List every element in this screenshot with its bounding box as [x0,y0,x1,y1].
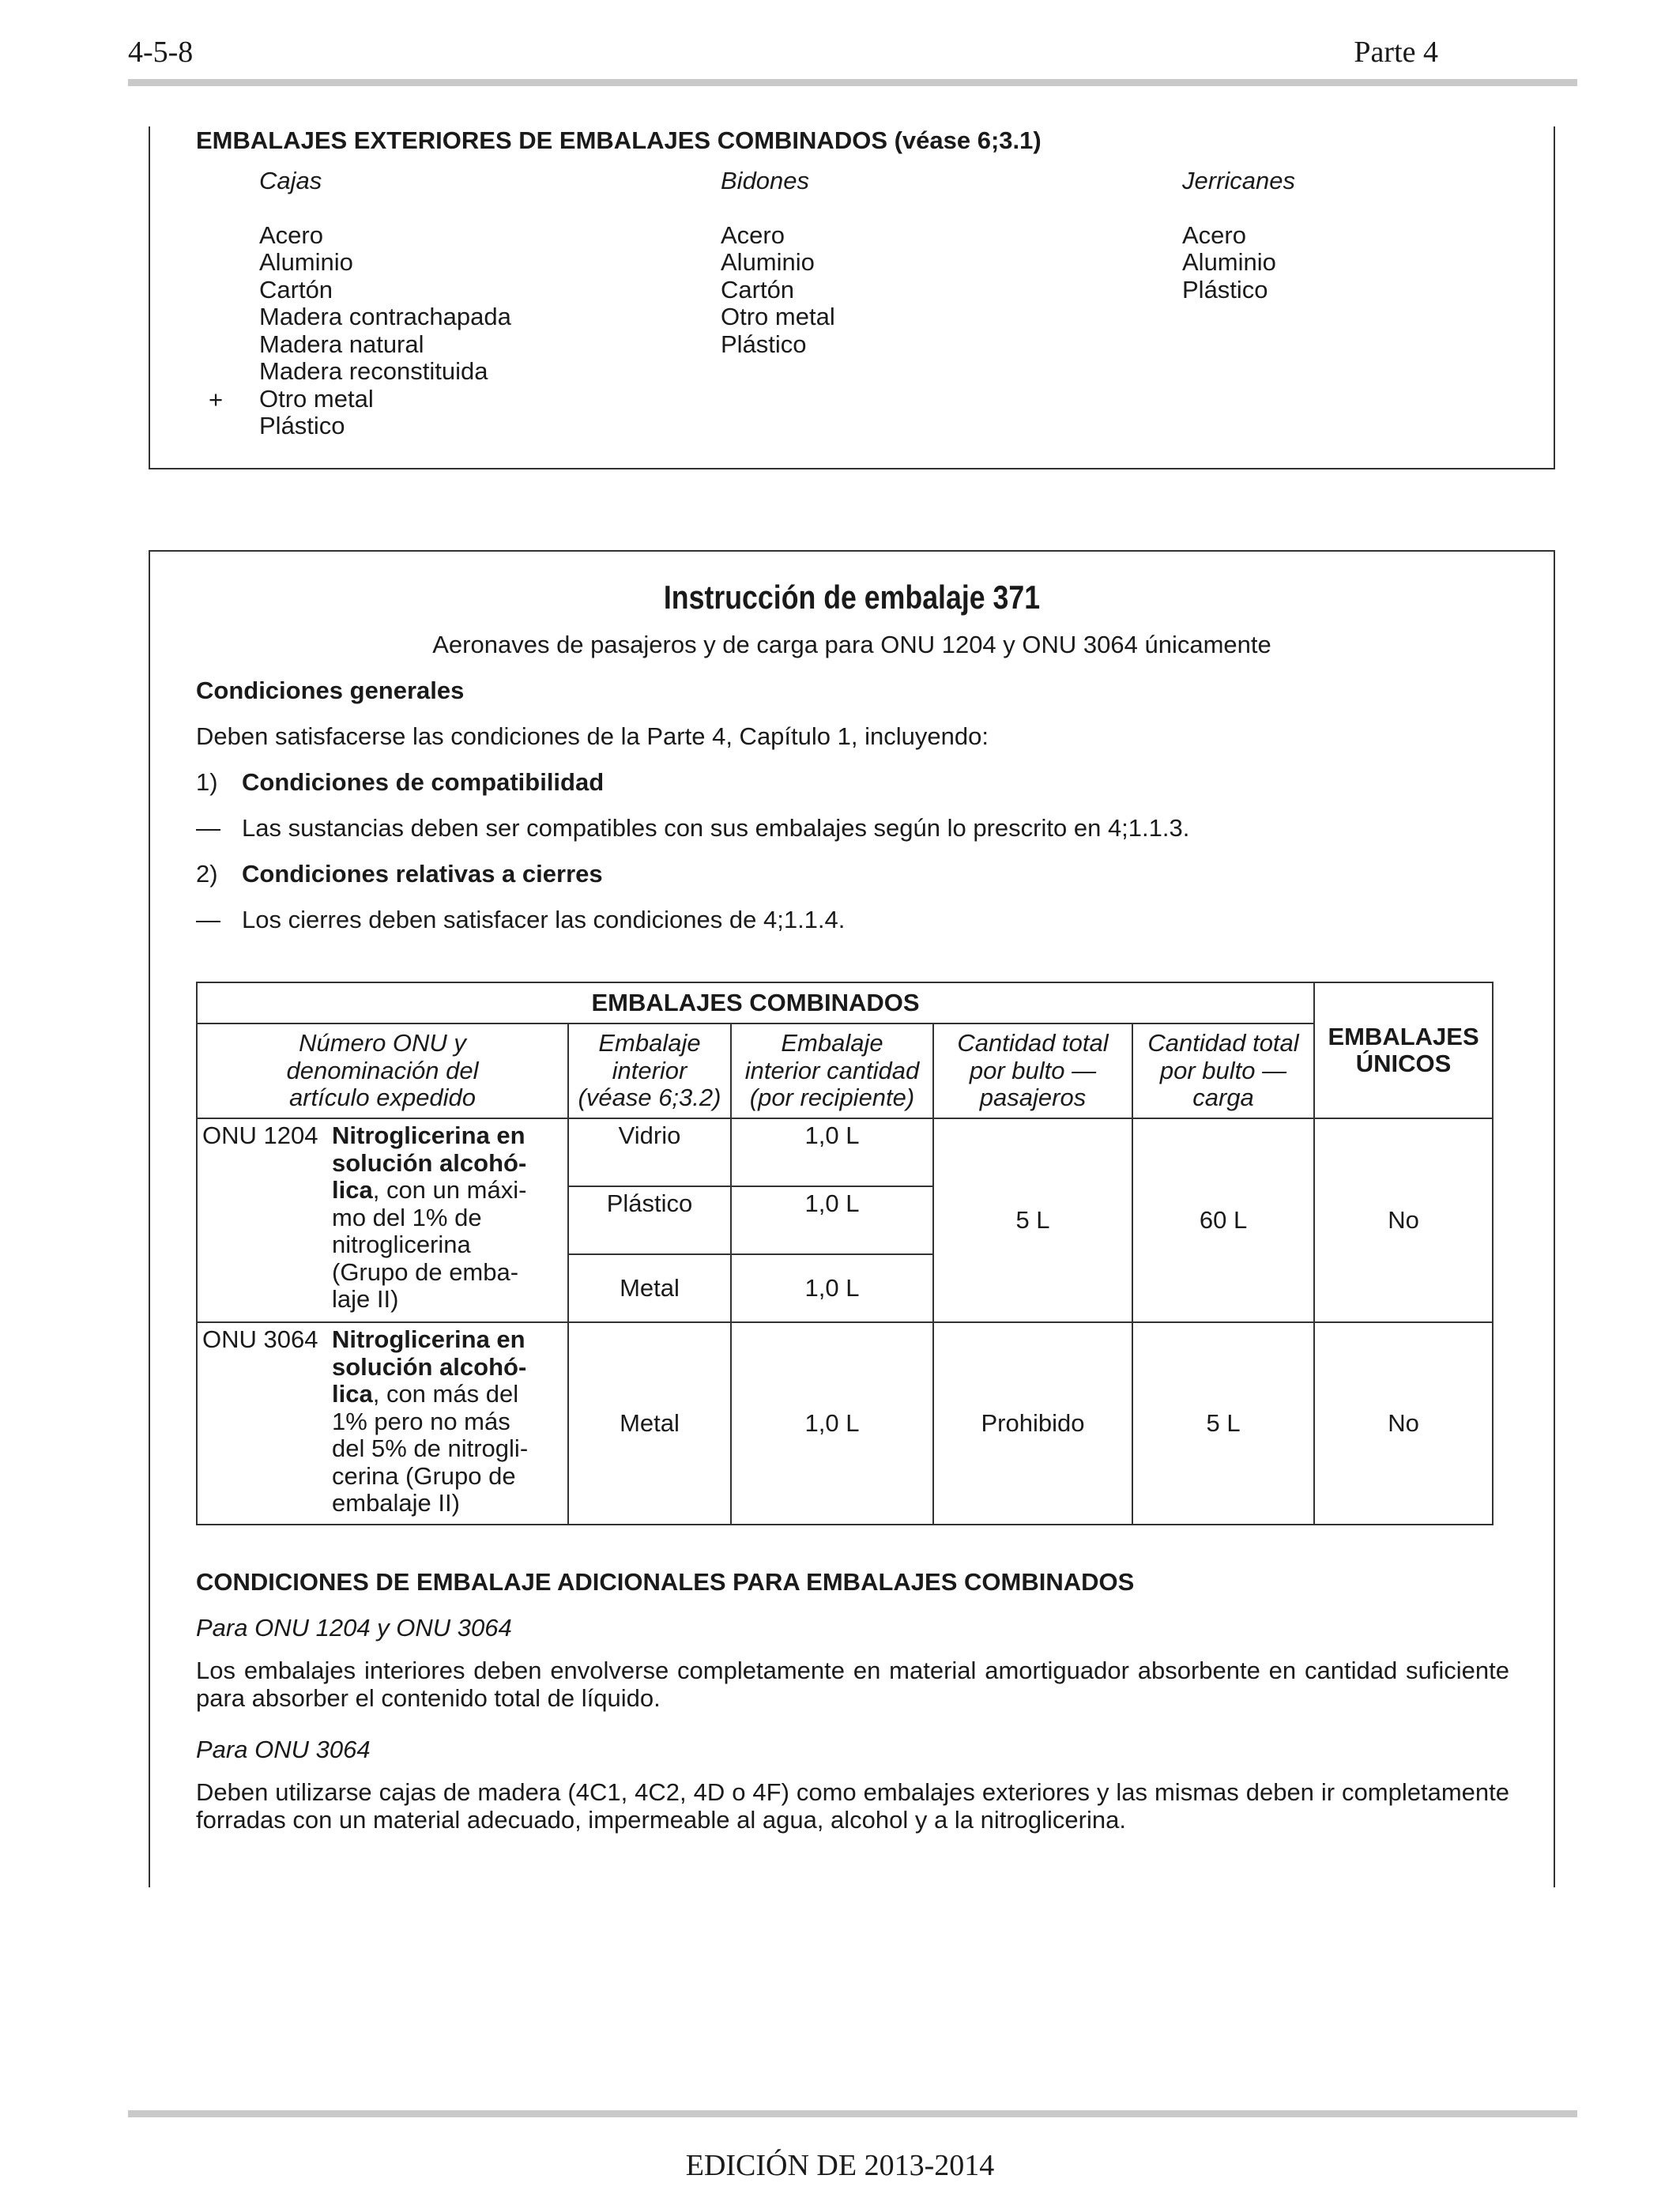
name-bold: Nitroglicerina en [332,1325,525,1353]
header-line: EMBALAJES [1328,1022,1479,1050]
list-item: Otro metal [721,303,835,330]
condition-2 [196,860,603,888]
condition-text: Las sustancias deben ser compatibles con sus embalajes según lo prescrito en 4;1.1.3. [242,814,1190,842]
condition-2-text [196,906,845,934]
single-packaging: No [1314,1118,1493,1322]
condition-number: 1) [196,768,218,796]
column-header-un-number [197,1023,568,1118]
condition-title: Condiciones de compatibilidad [242,768,605,796]
list-item: Acero [721,221,785,249]
column-heading: Bidones [721,167,810,194]
page-number: 4-5-8 [128,36,194,69]
list-item: Cartón [721,275,795,303]
inner-packaging-material: Metal [568,1254,731,1322]
list-item: Cartón [259,275,333,303]
name-text: nitroglicerina [332,1231,471,1258]
header-line: interior [612,1056,687,1084]
footer-rule [128,2110,1577,2117]
header-line: denominación del [286,1056,479,1084]
inner-packaging-material: Metal [568,1322,731,1525]
inner-packaging-quantity: 1,0 L [731,1254,933,1322]
amendment-plus-marker: + [209,386,224,413]
condition-1 [196,768,604,797]
single-packaging: No [1314,1322,1493,1525]
header-line: por bulto — [1159,1056,1287,1084]
header-rule [128,79,1577,86]
total-cargo: 60 L [1132,1118,1314,1322]
header-line: Embalaje [781,1029,883,1057]
edition-footer: EDICIÓN DE 2013-2014 [685,2149,995,2182]
part-label: Parte 4 [1354,36,1438,69]
column-header-inner-quantity [731,1023,933,1118]
header-line: por bulto — [969,1056,1097,1084]
list-item: Madera natural [259,330,424,358]
total-cargo: 5 L [1132,1322,1314,1525]
name-text: 1% pero no más [332,1407,510,1435]
un-number: ONU 1204 [202,1122,318,1149]
condition-title: Condiciones relativas a cierres [242,860,603,888]
general-conditions-heading: Condiciones generales [196,677,465,704]
em-dash: — [196,906,220,933]
inner-packaging-quantity: 1,0 L [731,1186,933,1254]
column-bidones [721,168,835,358]
name-bold: solución alcohó- [332,1352,527,1381]
packing-instruction-box [149,550,1555,1887]
header-line: Embalaje [598,1029,701,1057]
inner-packaging-material: Plástico [568,1186,731,1254]
inner-packaging-quantity: 1,0 L [731,1118,933,1186]
list-item: Aluminio [721,248,815,276]
name-bold: lica [332,1176,373,1204]
header-line: (véase 6;3.2) [578,1084,721,1112]
header-line: artículo expedido [288,1084,477,1112]
header-line: (por recipiente) [749,1084,915,1112]
list-item: Acero [259,221,323,249]
instruction-title: Instrucción de embalaje 371 [663,579,1041,616]
general-conditions-intro: Deben satisfacerse las condiciones de la Parte 4, Capítulo 1, incluyendo: [196,722,989,750]
additional-conditions-heading: CONDICIONES DE EMBALAJE ADICIONALES PARA EMBALAJES COMBINADOS [196,1568,1135,1596]
header-line: interior cantidad [744,1056,920,1084]
total-passenger: Prohibido [933,1322,1132,1525]
header-line: pasajeros [979,1084,1087,1112]
substance-cell [197,1322,568,1525]
condition-number: 2) [196,860,218,888]
condition-text: Los cierres deben satisfacer las condiciones de 4;1.1.4. [242,906,846,933]
inner-packaging-quantity: 1,0 L [731,1322,933,1525]
table-row [197,1118,1493,1186]
combined-packagings-header: EMBALAJES COMBINADOS [197,982,1314,1023]
list-item: Aluminio [259,248,353,276]
condition-1-text [196,814,1189,843]
list-item: Plástico [259,412,345,439]
name-text: embalaje II) [332,1489,460,1517]
un-number: ONU 3064 [202,1325,318,1353]
list-item: Otro metal [259,384,374,413]
list-item: Plástico [721,330,807,358]
name-bold: Nitroglicerina en [332,1122,525,1149]
list-item: Madera reconstituida [259,357,488,385]
proper-shipping-name [332,1122,537,1314]
list-item: Aluminio [1182,248,1276,276]
name-text: (Grupo de emba- [332,1257,519,1286]
outer-packaging-box [149,126,1555,469]
header-line: Cantidad total [957,1029,1109,1057]
name-bold: solución alcohó- [332,1148,527,1177]
additional-subheading-1: Para ONU 1204 y ONU 3064 [196,1614,512,1642]
packing-table [196,982,1494,1525]
name-bold: lica [332,1380,373,1408]
name-text: mo del 1% de [332,1203,482,1231]
column-header-total-cargo [1132,1023,1314,1118]
table-row [197,1322,1493,1525]
header-line: carga [1192,1084,1254,1112]
column-header-total-passenger [933,1023,1132,1118]
column-jerricanes [1182,168,1295,303]
name-text: cerina (Grupo de [332,1461,516,1490]
header-line: Número ONU y [299,1029,466,1057]
name-text: laje II) [332,1285,399,1313]
column-heading: Jerricanes [1182,167,1295,194]
header-line: ÚNICOS [1355,1050,1452,1077]
name-text: , con más del [372,1380,519,1408]
column-heading: Cajas [259,167,322,194]
column-cajas [259,168,511,440]
additional-text-1: Los embalajes interiores deben envolverse completamente en material amortiguador absorbente en cantidad suficiente para absorber el contenido total de líquido. [196,1657,1509,1712]
name-text: del 5% de nitrogli- [332,1434,529,1462]
list-item: Acero [1182,221,1246,249]
additional-subheading-2: Para ONU 3064 [196,1736,371,1763]
substance-cell [197,1118,568,1322]
list-item: Plástico [1182,275,1268,303]
list-item: Madera contrachapada [259,303,511,330]
instruction-subtitle: Aeronaves de pasajeros y de carga para ONU 1204 y ONU 3064 únicamente [432,631,1271,658]
em-dash: — [196,814,220,842]
additional-text-2: Deben utilizarse cajas de madera (4C1, 4C2, 4D o 4F) como embalajes exteriores y las mismas deben ir completamente forradas con un material adecuado, impermeable al agua, alcohol y a la nitroglicerina. [196,1778,1509,1834]
name-text: , con un máxi- [372,1176,527,1204]
header-line: Cantidad total [1147,1029,1299,1057]
single-packagings-header [1314,982,1493,1118]
column-header-inner-packaging [568,1023,731,1118]
proper-shipping-name [332,1326,537,1517]
inner-packaging-material: Vidrio [568,1118,731,1186]
outer-packaging-title: EMBALAJES EXTERIORES DE EMBALAJES COMBINADOS (véase 6;3.1) [196,126,1042,154]
total-passenger: 5 L [933,1118,1132,1322]
